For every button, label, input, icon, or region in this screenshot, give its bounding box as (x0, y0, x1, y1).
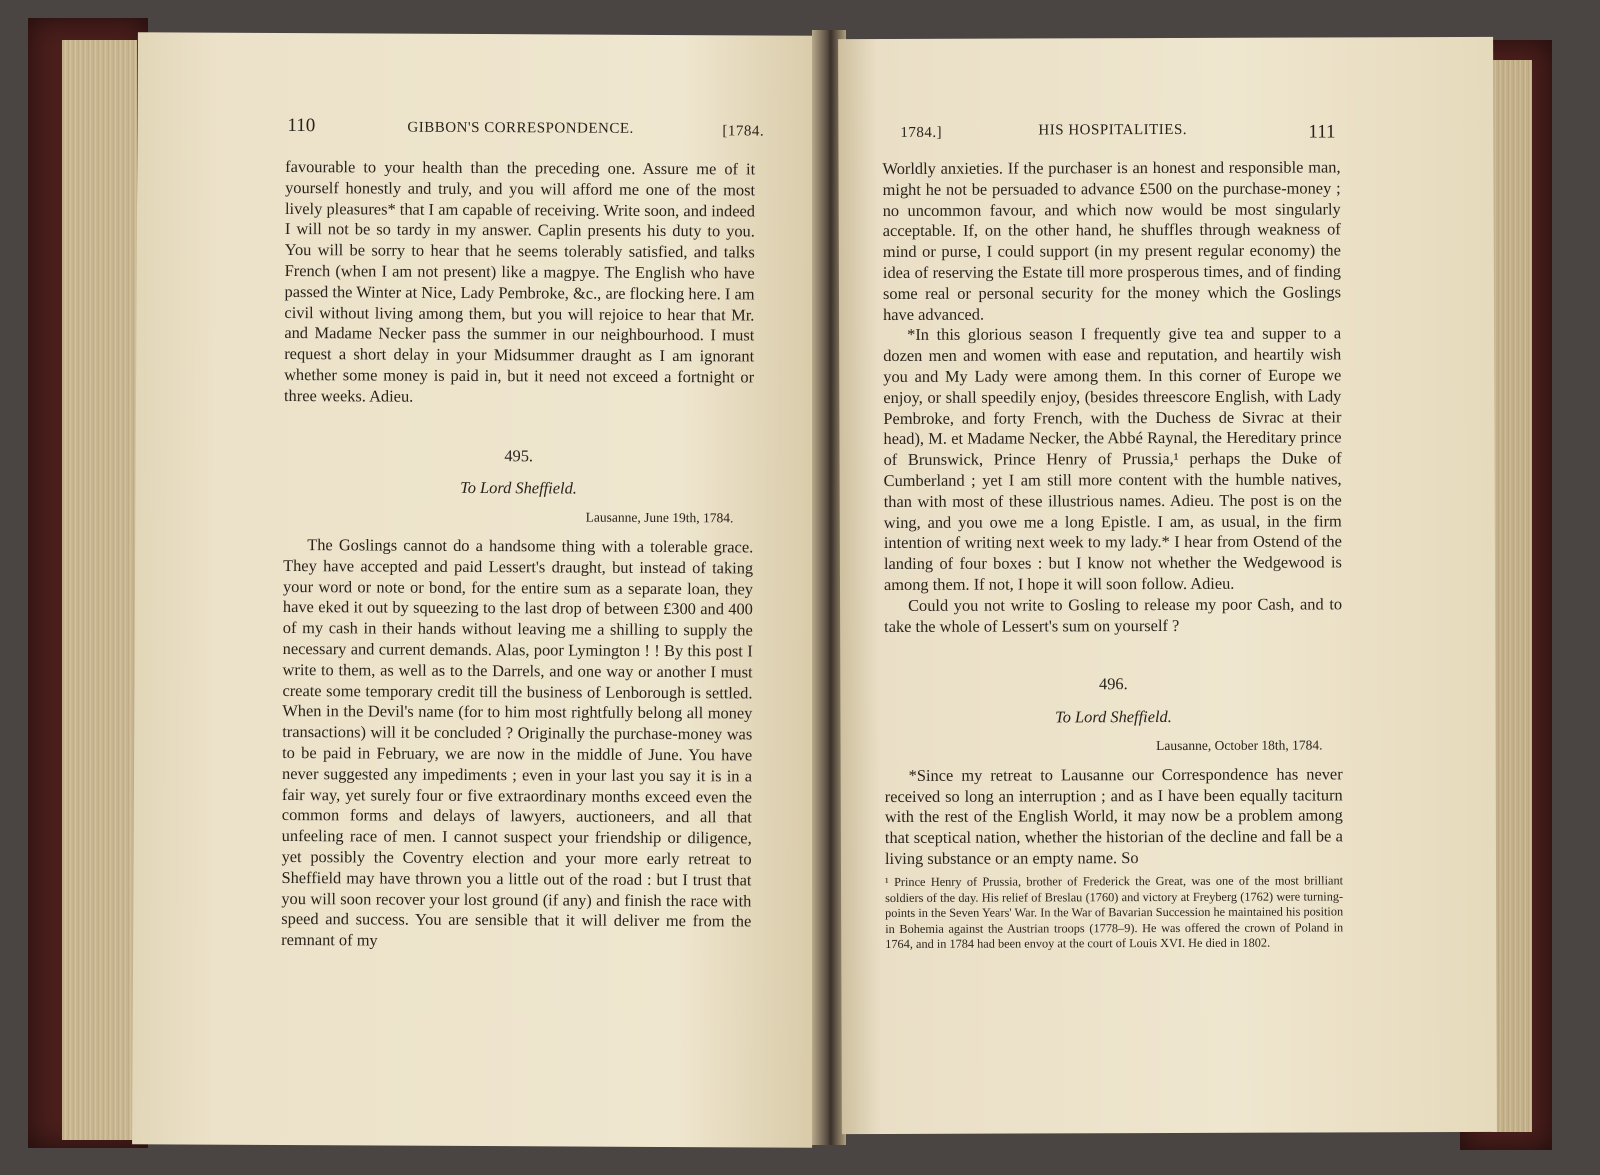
right-paragraph-2: *In this glorious season I frequently give tea and supper to a dozen men and women with ease and reputation, and heartily wish you and My Lady were among them. In this corner of Europe we enjoy, or shall speedily enjoy, (besides threescore English, with Lady Pembroke, and forty French, with the Duchess de Sivrac at their head), M. et Madame Necker, the Abbé Raynal, the Hereditary prince of Brunswick, Prince Henry of Prussia,¹ perhaps the Duke of Cumberland ; yet I am still more content with the humble natives, than with most of these illustrious names. Adieu. The post is on the wing, and you owe me a long Epistle. I am, as usual, in the firm intention of writing next week to my lady.* I hear from Ostend of the landing of four boxes : but I know not whether the Wedgewood is among them. If not, I hope it will soon follow. Adieu. (883, 323, 1342, 594)
page-edges-right (1492, 60, 1532, 1132)
letter-496-body: *Since my retreat to Lausanne our Correspondence has never received so long an interruption ; and as I have been equally taciturn with the rest of the English World, it may now be a problem among that sceptical nation, whether the historian of the decline and fall be a living substance or an empty name. So (884, 764, 1343, 868)
left-page (132, 32, 818, 1148)
letter-number-495: 495. (504, 445, 534, 465)
letter-number-496: 496. (1098, 674, 1128, 694)
right-running-head: HIS HOSPITALITIES. (1038, 121, 1188, 139)
right-page-text (883, 157, 1343, 869)
left-continuation-paragraph: favourable to your health than the preceding one. Assure me of it yourself honestly and truly, and you will afford me one of the most lively pleasures* that I am capable of receiving. Write soon, and indeed I will not be so tardy in my answer. Caplin presents his duty to you. You will be sorry to hear that he seems tolerably satisfied, and talks French (when I am not present) like a magpye. The English who have passed the Winter at Nice, Lady Pembroke, &c., are flocking here. I am civil without living among them, but you will rejoice to hear that Mr. and Madame Necker pass the summer in our neighbourhood. I must request a short delay in your Midsummer draught as I am ignorant whether some money is paid in, but it need not exceed a fortnight or three weeks. Adieu. (283, 157, 756, 406)
left-page-text (281, 157, 755, 953)
left-running-head: GIBBON'S CORRESPONDENCE. (407, 119, 634, 137)
letter-496-dateline: Lausanne, October 18th, 1784. (1156, 737, 1323, 753)
letter-495-body: The Goslings cannot do a handsome thing with a tolerable grace. They have accepted and paid Lessert's draught, but instead of taking your word or note or bond, for the entire sum as a separate loan, they have eked it out by squeezing to the last drop of between £300 and 400 of my cash in their hands without leaving me a shilling to supply the necessary and current demands. Alas, poor Lymington ! ! By this post I write to them, as well as to the Darrels, and one way or another I must create some temporary credit till the business of Lenborough is settled. When in the Devil's name (for to him most rightfully belong all money transactions) will it be concluded ? Originally the purchase-money was to be paid in February, we are now in the middle of June. You have never suggested any impediments ; even in your last you say it is in a fair way, yet surely four or five extraordinary months exceed even the common forms and delays of lawyers, auctioneers, and all that unfeeling race of men. I cannot suspect your friendship or diligence, yet possibly the Coventry election and your more early retreat to Sheffield may have thrown you a little out of the road : but I trust that you will soon recover your lost ground (if any) and finish the race with speed and success. You are sensible that it will deliver me from the remnant of my (281, 535, 754, 950)
footnote-prince-henry: ¹ Prince Henry of Prussia, brother of Frederick the Great, was one of the most brilliant soldiers of the day. His relief of Breslau (1760) and victory at Freyberg (1762) were turning-points in the Seven Years' War. In the War of Bavarian Succession he maintained his position in Bohemia against the Austrian troops (1778–9). He was offered the crown of Poland in 1764, and in 1784 had been envoy at the court of Louis XVI. He died in 1802. (885, 873, 1344, 952)
left-page-number: 110 (287, 115, 316, 137)
right-page (838, 37, 1497, 1134)
page-edges-left (62, 40, 137, 1140)
left-year-mark: [1784. (722, 123, 765, 140)
right-year-mark: 1784.] (900, 124, 943, 141)
right-continuation-paragraph: Worldly anxieties. If the purchaser is an honest and responsible man, might he not be persuaded to advance £500 on the purchase-money ; no uncommon favour, and which now would be most singularly acceptable. If, on the other hand, he shuffles through weakness of mind or purse, I could support (in my present regular economy) the idea of reserving the Estate till more prosperous times, and of finding some real or personal security for the money which the Goslings have advanced. (882, 157, 1342, 324)
letter-495-salutation: To Lord Sheffield. (460, 478, 577, 498)
letter-495-dateline: Lausanne, June 19th, 1784. (585, 509, 734, 526)
right-page-number: 111 (1308, 121, 1336, 143)
letter-496-salutation: To Lord Sheffield. (1055, 707, 1172, 727)
right-paragraph-3: Could you not write to Gosling to release my poor Cash, and to take the whole of Lessert's sum on yourself ? (884, 594, 1343, 636)
